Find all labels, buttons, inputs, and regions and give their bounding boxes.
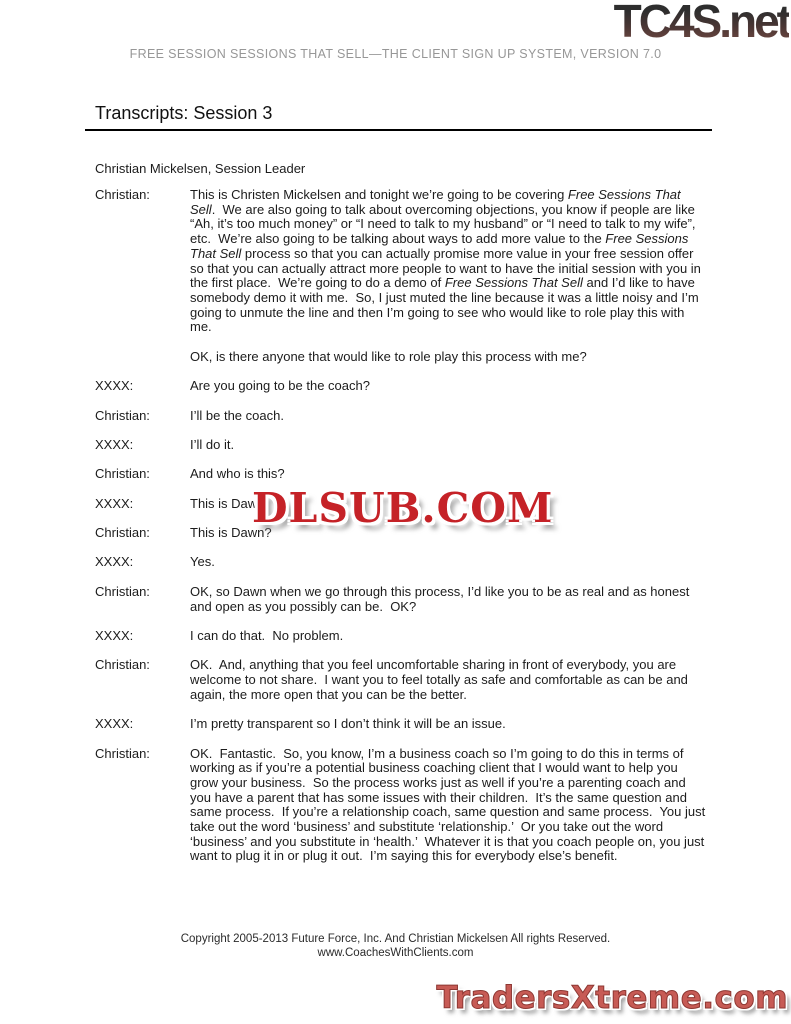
dialog-text: This is Dawn? <box>190 525 272 541</box>
dialog-entry <box>95 585 707 614</box>
dialog-entry <box>95 629 707 644</box>
dialog-text: Yes. <box>190 554 215 570</box>
session-leader: Christian Mickelsen, Session Leader <box>95 161 306 176</box>
dialog-text: OK. Fantastic. So, you know, I’m a business coach so I’m going to do this in terms of working as if you’re a potential business coaching client that I would want to help you grow your business. So the process works just as well if you’re a parenting coach and you have a parent that has some issues with their children. It’s the same question and same process. If you’re a relationship coach, same question and same process. You just take out the word ‘business’ and substitute ‘relationship.’ Or you take out the word ‘business’ and you substitute in ‘health.’ Whatever it is that you coach people on, you just want to plug it in or plug it out. I’m saying this for everybody else’s benefit. <box>190 745 709 864</box>
dialog-text: This is Christen Mickelsen and tonight we’re going to be covering Free Sessions That Sell. We are also going to talk about overcoming objections, you know if people are like “Ah, it’s too much money” or “I need to talk to my husband” or “I need to talk to my wife”, etc. We’re also going to be talking about ways to add more value to the Free Sessions That Sell process so that you can actually promise more value in your free session offer so that you can actually attract more people to want to have the initial session with you in the first place. We’re going to do a demo of Free Sessions That Sell and I’d like to have somebody demo it with me. So, I just muted the line because it was a little noisy and I’m going to unmute the line and then I’m going to see who would like to role play this with me. OK, is there anyone that would like to role play this process with me? <box>190 187 705 364</box>
dialog-text: This is Dawn <box>190 495 265 511</box>
website-line: www.CoachesWithClients.com <box>317 947 474 959</box>
dialog-text: Are you going to be the coach? <box>190 378 370 394</box>
speaker-label: XXXX: <box>95 554 134 570</box>
speaker-label: XXXX: <box>95 436 134 452</box>
tc4s-logo: TC4S.net <box>614 0 789 48</box>
speaker-label: Christian: <box>95 187 150 202</box>
dialog-entry <box>95 658 707 702</box>
dialog-text: And who is this? <box>190 466 285 482</box>
dialog-entry <box>95 555 707 570</box>
footer <box>0 932 791 960</box>
speaker-label: Christian: <box>95 745 150 761</box>
page-title: Transcripts: Session 3 <box>95 103 273 123</box>
dialog-text: I’ll do it. <box>190 436 235 452</box>
dialog-entry <box>95 409 707 424</box>
dialog-entry <box>95 188 707 364</box>
speaker-label: Christian: <box>95 466 150 482</box>
speaker-label: XXXX: <box>95 495 134 511</box>
title-block <box>85 102 712 131</box>
dlsub-watermark: DLSUB.COM <box>252 484 554 532</box>
dialog-text: I’m pretty transparent so I don’t think it will be an issue. <box>190 716 506 732</box>
dialog-entry <box>95 747 707 865</box>
dialog-entry <box>95 438 707 453</box>
dialog-entry <box>95 467 707 482</box>
speaker-label: XXXX: <box>95 378 134 394</box>
speaker-label: Christian: <box>95 657 150 673</box>
dialog-text: OK. And, anything that you feel uncomfortable sharing in front of everybody, you are welcome to not share. I want you to feel totally as safe and comfortable as can be and again, the more open that you can be the better. <box>190 657 692 702</box>
dialog-container <box>95 188 707 879</box>
speaker-label: Christian: <box>95 583 150 599</box>
dialog-text: OK, so Dawn when we go through this process, I’d like you to be as real and as honest and open as you possibly can be. OK? <box>190 583 693 614</box>
speaker-label: XXXX: <box>95 627 134 643</box>
speaker-label: XXXX: <box>95 716 134 732</box>
speaker-label: Christian: <box>95 407 150 423</box>
copyright-line: Copyright 2005-2013 Future Force, Inc. And Christian Mickelsen All rights Reserved. <box>180 933 611 945</box>
dialog-text: I’ll be the coach. <box>190 407 284 423</box>
dialog-entry <box>95 379 707 394</box>
dialog-entry <box>95 717 707 732</box>
speaker-label: Christian: <box>95 525 150 541</box>
running-header: FREE SESSION SESSIONS THAT SELL—THE CLIENT SIGN UP SYSTEM, VERSION 7.0 <box>129 47 662 61</box>
tradersxtreme-watermark: TradersXtreme.com <box>436 980 788 1016</box>
dialog-text: I can do that. No problem. <box>190 627 344 643</box>
